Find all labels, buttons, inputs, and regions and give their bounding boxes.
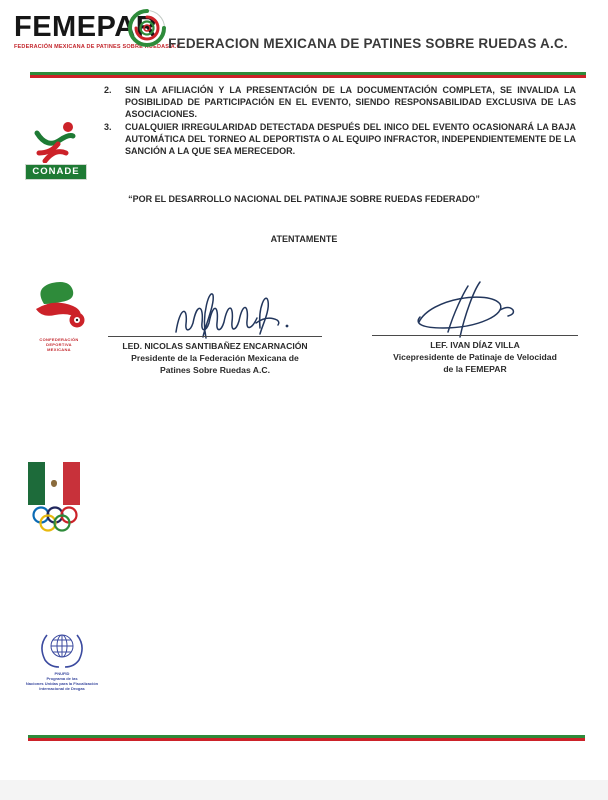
rules-list xyxy=(104,85,576,160)
bottom-divider-red xyxy=(28,738,585,741)
list-item-number: 3. xyxy=(104,122,112,133)
vicepresident-signature xyxy=(405,280,523,338)
un-pnufid-logo xyxy=(10,630,114,691)
vicepresident-name: LEF. IVAN DÍAZ VILLA xyxy=(430,340,520,350)
vicepresident-role-line2: de la FEMEPAR xyxy=(443,364,507,374)
femepar-logo-subtext: FEDERACIÓN MEXICANA DE PATINES SOBRE RUEDAS A.C. xyxy=(14,44,183,50)
flag-eagle-emblem xyxy=(51,480,57,487)
un-caption-line: PNUFID xyxy=(54,671,70,676)
mexican-flag-icon xyxy=(28,462,80,505)
president-role-line1: Presidente de la Federación Mexicana de xyxy=(131,353,299,363)
list-item-number: 2. xyxy=(104,85,112,95)
olympic-rings-icon xyxy=(31,505,79,539)
conade-runner-icon xyxy=(27,121,85,163)
codeme-caption xyxy=(24,337,94,352)
list-item xyxy=(104,122,576,157)
femepar-swirl-icon xyxy=(127,8,167,48)
conade-label: CONADE xyxy=(25,164,87,180)
codeme-caption-line: DEPORTIVA xyxy=(46,342,72,347)
codeme-emblem-icon xyxy=(28,278,90,334)
list-item-text: SIN LA AFILIACIÓN Y LA PRESENTACIÓN DE LA DOCUMENTACIÓN COMPLETA, SE INVALIDA LA POSIBILIDAD DE PARTICIPACIÓN EN EL EVENTO, SIENDO RESPONSABILIDAD EXCLUSIVA DE LAS ASOCIACIONES. xyxy=(125,85,576,119)
slogan-text: “POR EL DESARROLLO NACIONAL DEL PATINAJE SOBRE RUEDAS FEDERADO” xyxy=(128,194,480,204)
president-name: LED. NICOLAS SANTIBAÑEZ ENCARNACIÓN xyxy=(122,341,308,351)
list-item-text: CUALQUIER IRREGULARIDAD DETECTADA DESPUÉS DEL INICO DEL EVENTO OCASIONARÁ LA BAJA AUTOMÁTICA DEL TORNEO AL DEPORTISTA O AL EQUIPO INFRACTOR, INDEPENDIENTEMENTE DE LA SANCIÓN A LA QUE SEA MERECEDOR. xyxy=(125,122,576,156)
president-signature xyxy=(170,282,296,340)
codeme-caption-line: MEXICANA xyxy=(47,347,71,352)
un-caption-line: Programa de las xyxy=(46,676,78,681)
footer-gray-band xyxy=(0,780,608,800)
president-role-line2: Patines Sobre Ruedas A.C. xyxy=(160,365,270,375)
un-caption-line: Naciones Unidas para la Fiscalización xyxy=(25,681,99,686)
flag-green-band xyxy=(28,462,45,505)
list-item xyxy=(104,85,576,120)
page-title: FEDERACION MEXICANA DE PATINES SOBRE RUEDAS A.C. xyxy=(168,36,568,51)
femepar-logo-wordmark: FEMEPAR xyxy=(14,11,158,43)
president-signature-line xyxy=(108,336,322,337)
un-globe-icon xyxy=(30,630,94,670)
vicepresident-signature-block xyxy=(360,339,590,375)
conade-logo xyxy=(25,121,87,180)
un-caption xyxy=(10,671,114,691)
un-caption-line: Internacional de Drogas xyxy=(39,686,85,691)
top-divider-red xyxy=(30,75,586,78)
vicepresident-role-line1: Vicepresidente de Patinaje de Velocidad xyxy=(393,352,557,362)
president-signature-block xyxy=(95,340,335,376)
flag-red-band xyxy=(63,462,80,505)
salutation-text: ATENTAMENTE xyxy=(270,234,338,244)
codeme-logo xyxy=(24,278,94,352)
vicepresident-signature-line xyxy=(372,335,578,336)
codeme-caption-line: CONFEDERACIÓN xyxy=(39,337,79,342)
flag-white-band xyxy=(45,462,62,505)
